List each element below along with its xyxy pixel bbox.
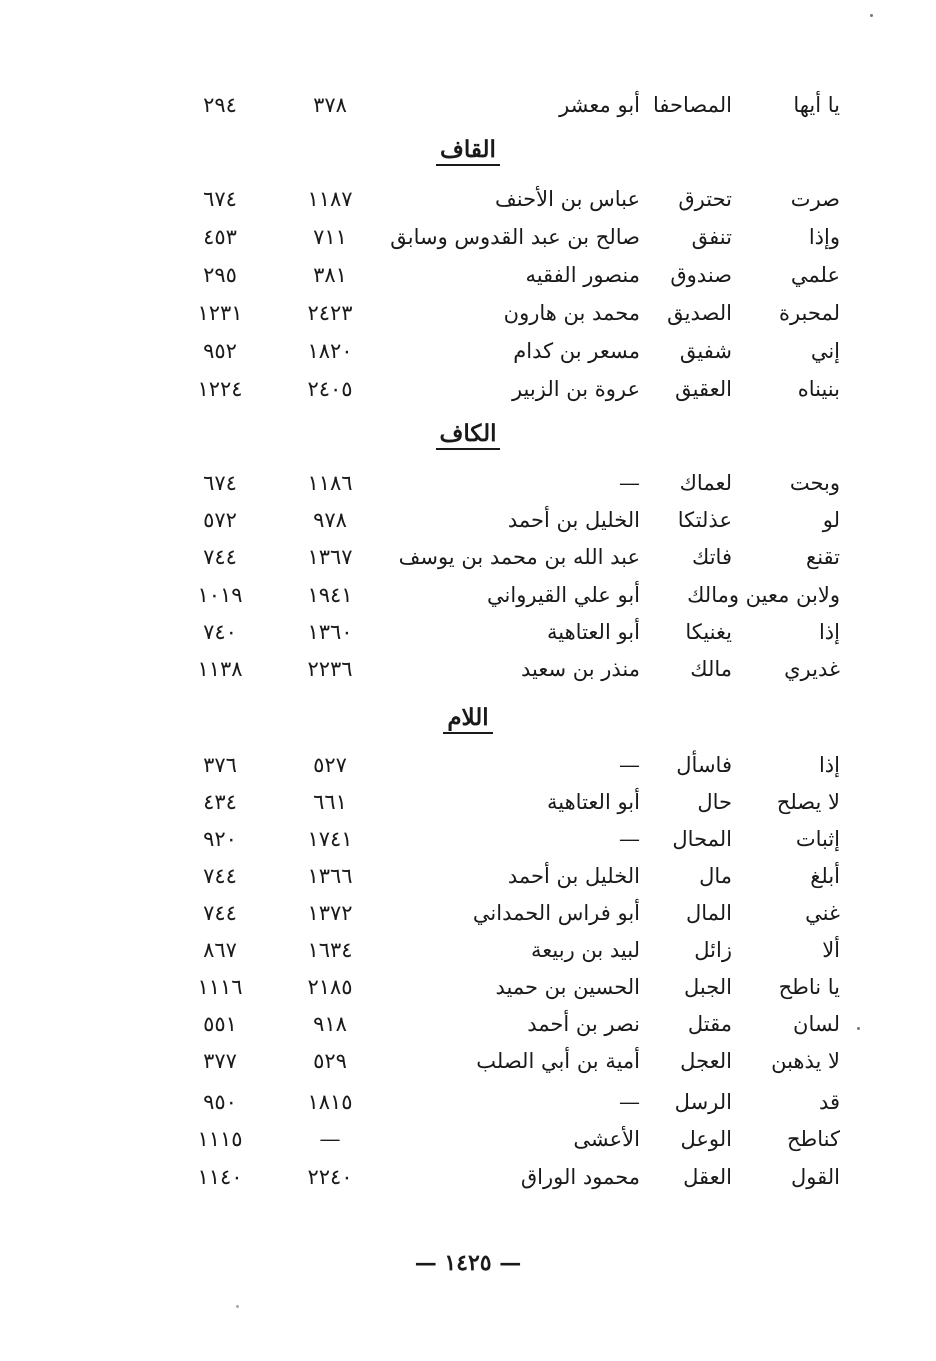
first-word: قد [818, 1090, 840, 1114]
poet-name: مسعر بن كدام [513, 339, 640, 363]
index-entry-row [0, 296, 936, 330]
rhyme-word: زائل [694, 938, 732, 962]
index-entry-row [0, 1007, 936, 1041]
reference-number: ٩٧٨ [313, 508, 347, 532]
rhyme-word: يغنيكا [685, 620, 732, 644]
scan-speck [870, 14, 873, 17]
poet-name: الخليل بن أحمد [507, 864, 640, 888]
index-entry-row [0, 88, 936, 122]
first-word: لسان [793, 1012, 840, 1036]
index-entry-row [0, 466, 936, 500]
first-word: تقنع [806, 545, 840, 569]
index-entry-row [0, 785, 936, 819]
reference-number: ٩١٨ [313, 1012, 347, 1036]
rhyme-word: مالك [690, 657, 732, 681]
first-word: إثبات [795, 827, 840, 851]
rhyme-word: العجل [680, 1049, 732, 1073]
page-reference: ١٠١٩ [197, 583, 243, 607]
poet-name: عروة بن الزبير [511, 377, 640, 401]
page-reference: ٥٥١ [203, 1012, 237, 1036]
rhyme-word: العقيق [675, 377, 732, 401]
first-word: لمحبرة [778, 301, 840, 325]
index-entry-row [0, 220, 936, 254]
first-word: غديري [784, 657, 840, 681]
page-reference: ٢٩٤ [203, 93, 237, 117]
reference-number: ١١٨٦ [307, 471, 353, 495]
index-entry-row [0, 896, 936, 930]
page-reference: ٣٧٧ [203, 1049, 237, 1073]
first-word: وبحت [789, 471, 840, 495]
first-word: القول [791, 1165, 840, 1189]
page-reference: ١١١٦ [197, 975, 243, 999]
rhyme-word: تحترق [678, 187, 732, 211]
poet-name: الأعشى [573, 1127, 640, 1151]
reference-number: ١٣٦٠ [307, 620, 353, 644]
index-entry-row [0, 182, 936, 216]
reference-number: ٧١١ [313, 225, 347, 249]
index-entry-row [0, 933, 936, 967]
page-reference: ٨٦٧ [203, 938, 237, 962]
poet-name: الحسين بن حميد [495, 975, 640, 999]
reference-number: ١٧٤١ [307, 827, 353, 851]
poet-name: — [619, 471, 640, 495]
reference-number: ٣٧٨ [313, 93, 347, 117]
index-entry-row [0, 578, 936, 612]
index-entry-row [0, 1160, 936, 1194]
rhyme-word: تنفق [691, 225, 732, 249]
poet-name: أبو فراس الحمداني [472, 901, 640, 925]
rhyme-word: مال [699, 864, 732, 888]
page-reference: ٩٥٠ [203, 1090, 237, 1114]
poet-name: — [619, 753, 640, 777]
index-entry-row [0, 334, 936, 368]
reference-number: ١٣٦٦ [307, 864, 353, 888]
first-word: غني [805, 901, 840, 925]
first-word: إذا [818, 620, 840, 644]
index-entry-row [0, 859, 936, 893]
poet-name: منصور الفقيه [525, 263, 640, 287]
poet-name: عباس بن الأحنف [495, 187, 640, 211]
reference-number: ١٦٣٤ [307, 938, 353, 962]
reference-number: ١٨١٥ [307, 1090, 353, 1114]
page-reference: ٧٤٤ [203, 901, 237, 925]
first-word: ألا [822, 938, 840, 962]
rhyme-word: لعماك [679, 471, 732, 495]
rhyme-word: الجبل [683, 975, 732, 999]
page-reference: ٩٢٠ [203, 827, 237, 851]
rhyme-word: الوعل [680, 1127, 732, 1151]
index-entry-row [0, 258, 936, 292]
rhyme-word: الرسل [674, 1090, 732, 1114]
index-entry-row [0, 540, 936, 574]
page-number: — ١٤٢٥ — [414, 1250, 522, 1276]
index-entry-row [0, 822, 936, 856]
reference-number: ٢٢٤٠ [307, 1165, 353, 1189]
first-word: لا يذهبن [771, 1049, 840, 1073]
page-reference: ١١٣٨ [197, 657, 243, 681]
rhyme-word: شفيق [679, 339, 732, 363]
first-word: كناطح [786, 1127, 840, 1151]
poet-name: عبد الله بن محمد بن يوسف [398, 545, 640, 569]
first-word: إني [810, 339, 840, 363]
reference-number: ١٨٢٠ [307, 339, 353, 363]
first-word: ولابن معين ومالك [687, 583, 840, 607]
first-word: أبلغ [810, 864, 840, 888]
index-entry-row [0, 372, 936, 406]
reference-number: ٢٢٣٦ [307, 657, 353, 681]
first-word: بنيناه [797, 377, 840, 401]
rhyme-word: فاتك [692, 545, 732, 569]
rhyme-word: حال [697, 790, 732, 814]
page-reference: ٦٧٤ [203, 471, 237, 495]
poet-name: محمود الوراق [520, 1165, 640, 1189]
reference-number: ٢١٨٥ [307, 975, 353, 999]
page-reference: ٩٥٢ [203, 339, 237, 363]
page-reference: ٧٤٤ [203, 864, 237, 888]
section-title-kaf: الكاف [0, 417, 936, 451]
reference-number: ١٩٤١ [307, 583, 353, 607]
reference-number: ٣٨١ [313, 263, 347, 287]
page-reference: ١٢٢٤ [197, 377, 243, 401]
page-reference: ٣٧٦ [203, 753, 237, 777]
reference-number: — [319, 1127, 341, 1151]
page-reference: ١١٤٠ [197, 1165, 243, 1189]
reference-number: ١٣٧٢ [307, 901, 353, 925]
poet-name: أبو العتاهية [547, 790, 640, 814]
poet-name: أبو العتاهية [547, 620, 640, 644]
poet-name: منذر بن سعيد [520, 657, 640, 681]
reference-number: ١١٨٧ [307, 187, 353, 211]
reference-number: ٢٤٠٥ [307, 377, 353, 401]
poet-name: محمد بن هارون [503, 301, 640, 325]
first-word: صرت [790, 187, 840, 211]
index-entry-row [0, 652, 936, 686]
scan-speck [857, 1027, 860, 1030]
page-reference: ١٢٣١ [197, 301, 243, 325]
reference-number: ٢٤٢٣ [307, 301, 353, 325]
page-reference: ٤٣٤ [203, 790, 237, 814]
page-reference: ٦٧٤ [203, 187, 237, 211]
rhyme-word: عذلتكا [677, 508, 732, 532]
page-reference: ٢٩٥ [203, 263, 237, 287]
rhyme-word: العقل [683, 1165, 732, 1189]
page-reference: ١١١٥ [197, 1127, 243, 1151]
poet-name: أمية بن أبي الصلب [476, 1049, 640, 1073]
rhyme-word: المحال [672, 827, 732, 851]
poet-name: أبو علي القيرواني [487, 583, 640, 607]
first-word: إذا [818, 753, 840, 777]
rhyme-word: المال [685, 901, 732, 925]
first-word: يا ناطح [778, 975, 840, 999]
poet-name: لبيد بن ربيعة [531, 938, 640, 962]
index-entry-row [0, 503, 936, 537]
poet-name: الخليل بن أحمد [507, 508, 640, 532]
rhyme-word: المصاحفا [653, 93, 732, 117]
index-entry-row [0, 1044, 936, 1078]
reference-number: ٥٢٩ [313, 1049, 347, 1073]
index-entry-row [0, 1122, 936, 1156]
page-reference: ٧٤٠ [203, 620, 237, 644]
poet-name: صالح بن عبد القدوس وسابق [390, 225, 640, 249]
poet-name: أبو معشر [559, 93, 640, 117]
rhyme-word: فاسأل [676, 753, 732, 777]
reference-number: ٦٦١ [313, 790, 347, 814]
poet-name: نصر بن أحمد [527, 1012, 640, 1036]
first-word: لو [822, 508, 840, 532]
first-word: لا يصلح [776, 790, 840, 814]
index-entry-row [0, 970, 936, 1004]
page-reference: ٧٤٤ [203, 545, 237, 569]
index-entry-row [0, 615, 936, 649]
reference-number: ١٣٦٧ [307, 545, 353, 569]
first-word: يا أيها [793, 93, 840, 117]
section-title-qaf: القاف [0, 133, 936, 167]
page-reference: ٤٥٣ [203, 225, 237, 249]
index-entry-row [0, 1085, 936, 1119]
scan-speck [236, 1305, 239, 1308]
page-reference: ٥٧٢ [203, 508, 237, 532]
rhyme-word: الصديق [667, 301, 732, 325]
first-word: وإذا [808, 225, 840, 249]
rhyme-word: مقتل [687, 1012, 732, 1036]
rhyme-word: صندوق [670, 263, 732, 287]
first-word: علمي [790, 263, 840, 287]
poet-name: — [619, 827, 640, 851]
reference-number: ٥٢٧ [313, 753, 347, 777]
section-title-lam: اللام [0, 701, 936, 735]
index-entry-row [0, 748, 936, 782]
poet-name: — [619, 1090, 640, 1114]
